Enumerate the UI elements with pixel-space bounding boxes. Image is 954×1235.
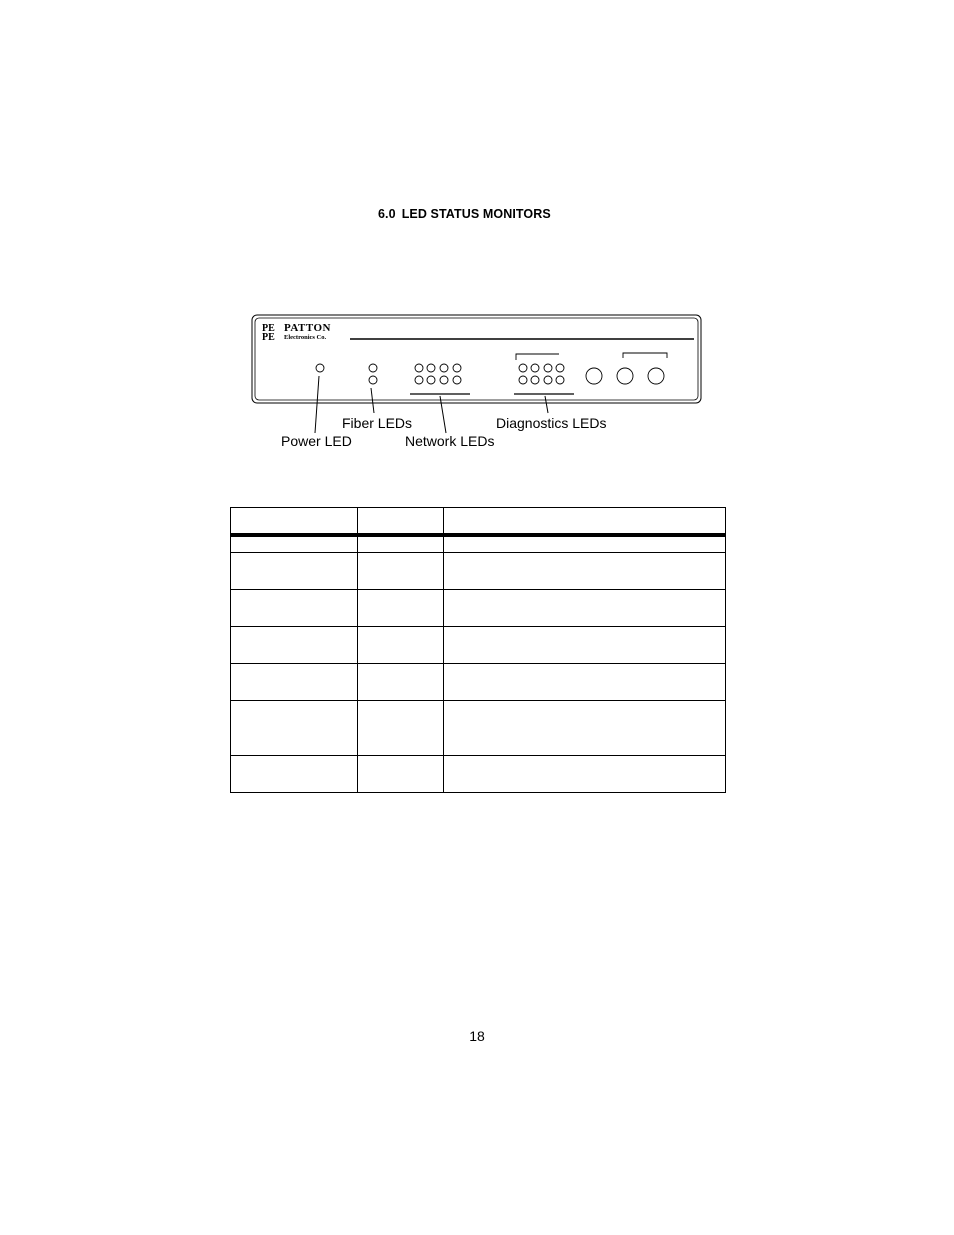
diagnostics-leds-label: Diagnostics LEDs [496,415,607,431]
table-row [231,590,726,627]
table-row [231,756,726,793]
diagnostics-led [531,376,539,384]
table-cell [231,535,358,553]
table-cell [231,756,358,793]
network-led [440,364,448,372]
table-cell [444,590,726,627]
table-cell [358,701,444,756]
led-status-table [230,507,726,793]
table-cell [358,627,444,664]
table-header-cell [444,508,726,536]
page-number: 18 [469,1028,485,1044]
diagnostics-led [544,376,552,384]
table-cell [444,553,726,590]
network-led [440,376,448,384]
table-cell [444,627,726,664]
front-panel-diagram [0,0,954,460]
switch-button [586,368,602,384]
power-leader-line [315,376,319,433]
logo-glyph: PE [262,323,275,334]
table-row [231,664,726,701]
table-cell [231,664,358,701]
diagnostics-led [556,376,564,384]
diagnostics-led [531,364,539,372]
table-cell [358,590,444,627]
diagnostics-led [544,364,552,372]
table-cell [444,756,726,793]
table-header-row [231,508,726,536]
section-title: LED STATUS MONITORS [401,207,551,221]
network-led [427,364,435,372]
table-cell [444,535,726,553]
power-led-label: Power LED [281,433,352,449]
section-number: 6.0 [378,207,396,221]
network-led [415,364,423,372]
diagnostics-led [556,364,564,372]
diagnostics-leader-line [545,396,548,413]
table-row [231,701,726,756]
switch-group-bracket [623,353,667,358]
logo-brand: PATTON [284,322,332,334]
diagnostics-led [519,364,527,372]
logo-subtitle: Electronics Co. [284,334,327,341]
network-leds-label: Network LEDs [405,433,495,449]
table-row [231,627,726,664]
table-cell [358,553,444,590]
table-cell [444,664,726,701]
power-led [316,364,324,372]
table-row [231,553,726,590]
network-led [427,376,435,384]
switch-button [648,368,664,384]
table-cell [231,627,358,664]
diagnostics-led-group [514,354,574,394]
table-header-cell [231,508,358,536]
patton-logo [262,322,331,343]
network-led-group [410,364,470,394]
table-row [231,535,726,553]
diagnostics-top-bracket [516,354,559,360]
table-cell [358,664,444,701]
fiber-led [369,376,377,384]
fiber-led [369,364,377,372]
fiber-leds-label: Fiber LEDs [342,415,413,431]
table-header-cell [358,508,444,536]
logo-glyph-lower: PE [262,332,275,343]
diagnostics-led [519,376,527,384]
table-cell [231,553,358,590]
table-cell [358,756,444,793]
network-leader-line [440,396,446,433]
network-led [415,376,423,384]
table-cell [444,701,726,756]
network-led [453,364,461,372]
network-led [453,376,461,384]
table-cell [231,590,358,627]
fiber-leader-line [371,388,374,413]
table-cell [231,701,358,756]
switch-button [617,368,633,384]
table-cell [358,535,444,553]
